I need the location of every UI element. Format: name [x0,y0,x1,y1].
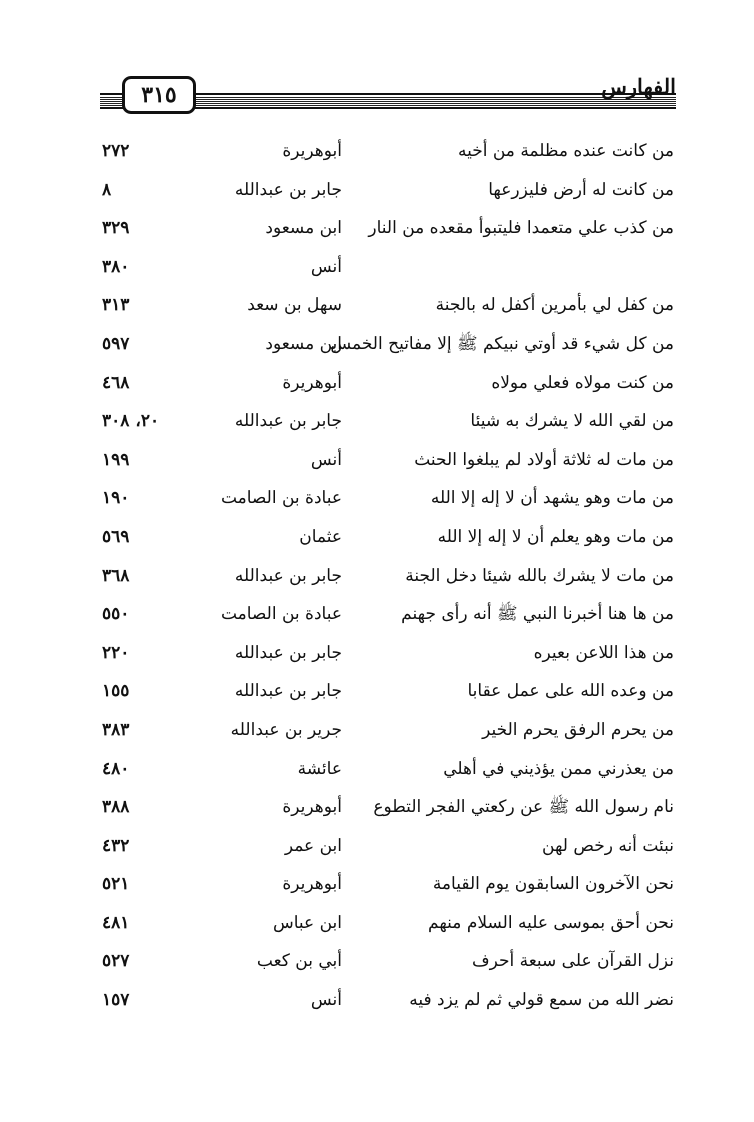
index-row [0,209,754,248]
narrator-name: أنس [310,256,342,277]
page-reference: ٣٨٨ [102,797,130,818]
index-row [0,634,754,673]
hadith-text: نضر الله من سمع قولي ثم لم يزد فيه [409,990,674,1011]
page-reference: ٨ [102,179,112,200]
narrator-name: أنس [310,990,342,1011]
hadith-text: من كانت عنده مظلمة من أخيه [457,141,674,161]
hadith-text: من كفل لي بأمرين أكفل له بالجنة [435,295,674,316]
page-reference: ٢٠، ٣٠٨ [102,411,160,432]
narrator-name: عبادة بن الصامت [220,488,342,509]
index-row [0,557,754,596]
hadith-text: من مات لا يشرك بالله شيئا دخل الجنة [405,565,674,586]
narrator-name: عثمان [299,526,342,547]
index-row [0,518,754,557]
index-row [0,441,754,480]
narrator-name: جابر بن عبدالله [234,681,342,702]
page-reference: ٤٦٨ [102,372,130,393]
index-row [0,750,754,789]
page-reference: ١٩٠ [102,488,130,509]
narrator-name: أبوهريرة [282,372,342,393]
hadith-text: من لقي الله لا يشرك به شيئا [470,411,674,432]
page-reference: ٣٨٠ [102,256,130,277]
narrator-name: جابر بن عبدالله [234,411,342,432]
index-row [0,286,754,325]
index-row [0,865,754,904]
narrator-name: جابر بن عبدالله [234,642,342,663]
page-number: ٣١٥ [122,76,196,114]
page-reference: ٣٦٨ [102,565,130,586]
narrator-name: ابن عباس [272,912,342,933]
hadith-text: نزل القرآن على سبعة أحرف [471,951,674,972]
index-row [0,827,754,866]
narrator-name: أبوهريرة [282,797,342,818]
hadith-text: من وعده الله على عمل عقابا [467,681,674,702]
hadith-text: نام رسول الله ﷺ عن ركعتي الفجر التطوع [373,797,674,818]
hadith-text: من هذا اللاعن بعيره [533,642,674,663]
page-reference: ٥٥٠ [102,604,130,625]
narrator-name: ابن مسعود [265,218,342,239]
hadith-text: من يحرم الرفق يحرم الخير [482,719,674,740]
index-row [0,672,754,711]
hadith-text: من مات له ثلاثة أولاد لم يبلغوا الحنث [414,449,674,470]
page-reference: ٤٨٠ [102,758,130,779]
narrator-name: جابر بن عبدالله [234,179,342,200]
index-row [0,904,754,943]
narrator-name: أنس [310,449,342,470]
index-row [0,364,754,403]
hadith-text: من مات وهو يشهد أن لا إله إلا الله [430,488,674,509]
index-row [0,942,754,981]
page-reference: ١٥٧ [102,990,130,1011]
narrator-name: جرير بن عبدالله [230,719,342,740]
narrator-name: أبوهريرة [282,141,342,161]
page-reference: ٥٩٧ [102,333,130,354]
index-row [0,788,754,827]
page-header [100,72,676,120]
page-reference: ٥٢٧ [102,951,130,972]
section-title: الفهارس [601,74,676,99]
index-list [0,132,754,1020]
hadith-text: من كانت له أرض فليزرعها [488,179,674,200]
hadith-text: من مات وهو يعلم أن لا إله إلا الله [437,526,674,547]
page-reference: ٥٦٩ [102,526,130,547]
page-reference: ٣٢٩ [102,218,130,239]
page-reference: ٢٢٠ [102,642,130,663]
narrator-name: سهل بن سعد [247,295,342,316]
index-row [0,402,754,441]
index-row [0,248,754,287]
page-reference: ١٩٩ [102,449,130,470]
narrator-name: ابن مسعود [265,333,342,354]
narrator-name: عائشة [297,758,342,779]
hadith-text: من كل شيء قد أوتي نبيكم ﷺ إلا مفاتيح الخمس [330,333,674,354]
index-row [0,981,754,1020]
hadith-text: من يعذرني ممن يؤذيني في أهلي [443,758,674,779]
narrator-name: أبي بن كعب [256,951,342,972]
page-reference: ١٥٥ [102,681,130,702]
index-row [0,479,754,518]
hadith-text: من كذب علي متعمدا فليتبوأ مقعده من النار [368,218,674,239]
page-reference: ٣١٣ [102,295,130,316]
narrator-name: عبادة بن الصامت [220,604,342,625]
index-row [0,171,754,210]
hadith-text: نبئت أنه رخص لهن [542,835,674,856]
hadith-text: نحن الآخرون السابقون يوم القيامة [432,874,674,895]
index-row [0,325,754,364]
page-reference: ٥٢١ [102,874,130,895]
narrator-name: أبوهريرة [282,874,342,895]
page-reference: ٤٨١ [102,912,130,933]
narrator-name: ابن عمر [284,835,342,856]
hadith-text: من كنت مولاه فعلي مولاه [491,372,674,393]
hadith-text: من ها هنا أخبرنا النبي ﷺ أنه رأى جهنم [401,604,674,625]
narrator-name: جابر بن عبدالله [234,565,342,586]
index-row [0,711,754,750]
page-reference: ٢٧٢ [102,141,130,161]
page-reference: ٤٣٢ [102,835,130,856]
index-row [0,595,754,634]
hadith-text: نحن أحق بموسى عليه السلام منهم [428,912,674,933]
index-row [0,132,754,171]
page-reference: ٣٨٣ [102,719,130,740]
